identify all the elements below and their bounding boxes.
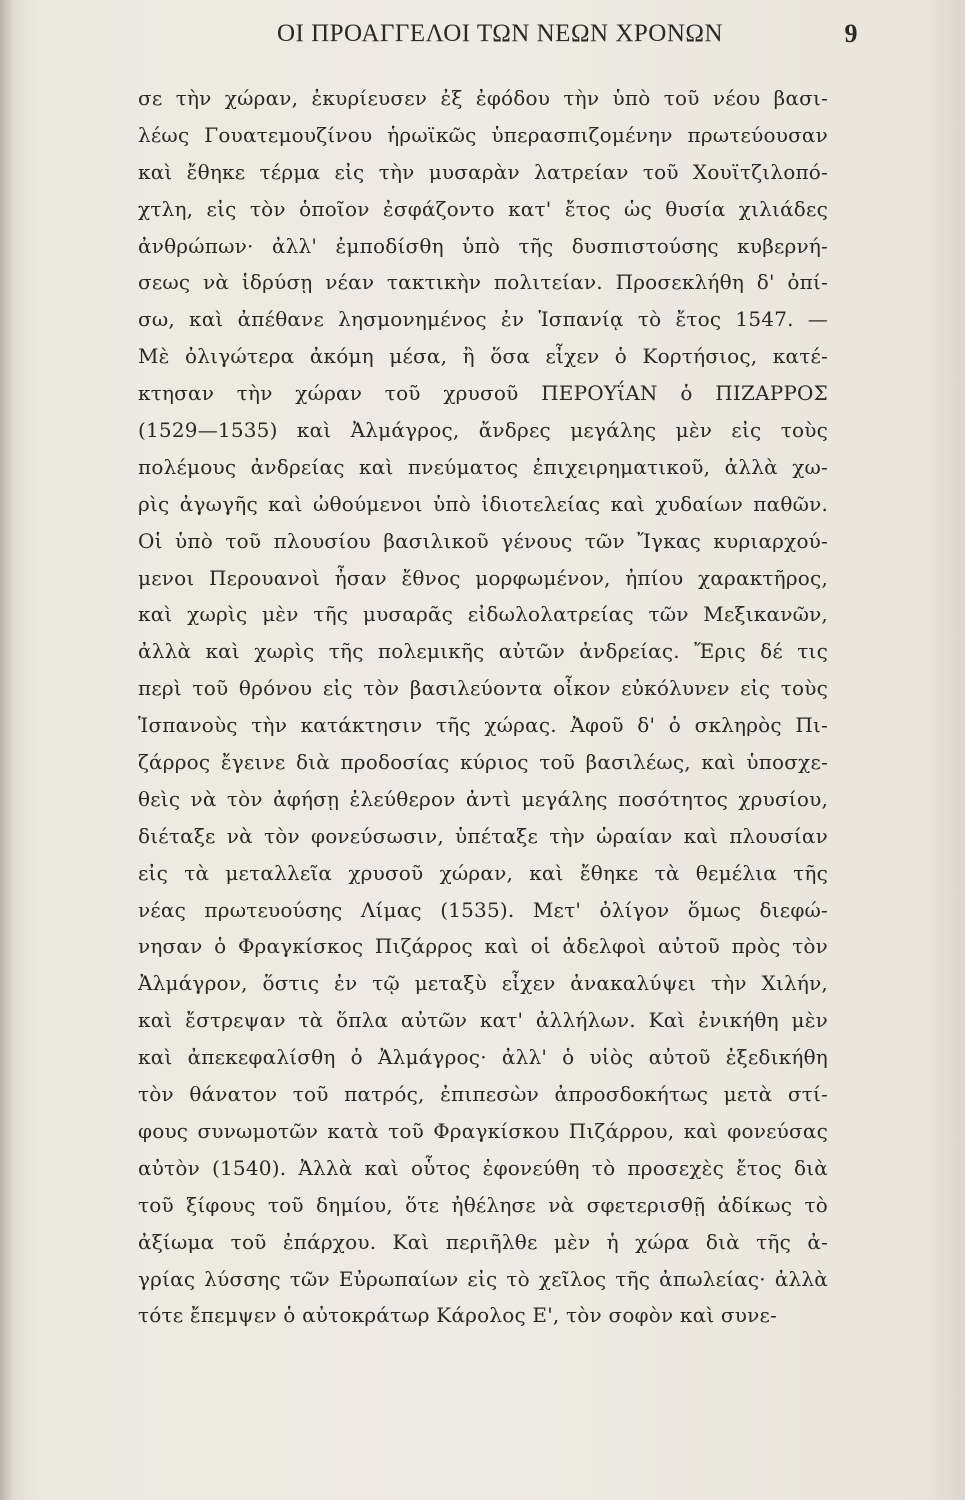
text-line: καὶ χωρὶς μὲν τῆς μυσαρᾶς εἰδωλολατρείας τῶν Μεξικανῶν, xyxy=(138,602,828,627)
text-line: καὶ ἔθηκε τέρμα εἰς τὴν μυσαρὰν λατρείαν τοῦ Χουϊτζιλοπό- xyxy=(138,159,828,184)
text-line: Οἱ ὑπὸ τοῦ πλουσίου βασιλικοῦ γένους τῶν Ἴγκας κυριαρχού- xyxy=(138,528,828,553)
text-line: Μὲ ὀλιγώτερα ἀκόμη μέσα, ἢ ὅσα εἶχεν ὁ Κορτήσιος, κατέ- xyxy=(138,344,828,369)
text-line: χτλη, εἰς τὸν ὁποῖον ἐσφάζοντο κατ' ἔτος ὡς θυσία χιλιάδες xyxy=(138,196,828,221)
text-line: ρὶς ἀγωγῆς καὶ ὠθούμενοι ὑπὸ ἰδιοτελείας καὶ χυδαίων παθῶν. xyxy=(138,491,828,516)
text-line: μενοι Περουανοὶ ἦσαν ἔθνος μορφωμένον, ἠπίου χαρακτῆρος, xyxy=(138,565,828,590)
text-line: πολέμους ἀνδρείας καὶ πνεύματος ἐπιχειρηματικοῦ, ἀλλὰ χω- xyxy=(138,454,828,479)
text-line: διέταξε νὰ τὸν φονεύσωσιν, ὑπέταξε τὴν ὡραίαν καὶ πλουσίαν xyxy=(138,823,828,848)
text-line: περὶ τοῦ θρόνου εἰς τὸν βασιλεύοντα οἶκον εὐκόλυνεν εἰς τοὺς xyxy=(138,676,828,701)
text-line: νησαν ὁ Φραγκίσκος Πιζάρρος καὶ οἱ ἀδελφοὶ αὐτοῦ πρὸς τὸν xyxy=(138,934,828,959)
text-line: τοῦ ξίφους τοῦ δημίου, ὅτε ἠθέλησε νὰ σφετερισθῇ ἀδίκως τὸ xyxy=(138,1192,828,1217)
text-line: σε τὴν χώραν, ἐκυρίευσεν ἐξ ἐφόδου τὴν ὑπὸ τοῦ νέου βασι- xyxy=(138,86,828,110)
text-line: ἀξίωμα τοῦ ἐπάρχου. Καὶ περιῆλθε μὲν ἡ χώρα διὰ τῆς ἀ- xyxy=(138,1229,828,1254)
text-line: ἀνθρώπων· ἀλλ' ἐμποδίσθη ὑπὸ τῆς δυσπιστούσης κυβερνή- xyxy=(138,233,828,258)
text-line: σεως νὰ ἱδρύσῃ νέαν τακτικὴν πολιτείαν. Προσεκλήθη δ' ὀπί- xyxy=(138,270,828,295)
text-line: εἰς τὰ μεταλλεῖα χρυσοῦ χώραν, καὶ ἔθηκε τὰ θεμέλια τῆς xyxy=(138,860,828,885)
text-line: γρίας λύσσης τῶν Εὐρωπαίων εἰς τὸ χεῖλος τῆς ἀπωλείας· ἀλλὰ xyxy=(138,1266,828,1291)
text-line: σω, καὶ ἀπέθανε λησμονημένος ἐν Ἱσπανίᾳ τὸ ἔτος 1547. — xyxy=(138,307,828,332)
page-gutter-shadow xyxy=(0,0,14,1500)
text-line: τὸν θάνατον τοῦ πατρός, ἐπιπεσὼν ἀπροσδοκήτως μετὰ στί- xyxy=(138,1082,828,1107)
running-title: ΟΙ ΠΡΟΑΓΓΕΛΟΙ ΤΩΝ ΝΕΩΝ ΧΡΟΝΩΝ xyxy=(276,20,724,47)
text-line: καὶ ἀπεκεφαλίσθη ὁ Ἀλμάγρος· ἀλλ' ὁ υἱὸς αὐτοῦ ἐξεδικήθη xyxy=(138,1045,828,1070)
text-line: λέως Γουατεμουζίνου ἡρωϊκῶς ὑπερασπιζομένην πρωτεύουσαν xyxy=(138,122,828,147)
body-text xyxy=(138,80,828,1334)
text-line: ζάρρος ἔγεινε διὰ προδοσίας κύριος τοῦ βασιλέως, καὶ ὑποσχε- xyxy=(138,750,828,775)
text-line: τότε ἔπεμψεν ὁ αὐτοκράτωρ Κάρολος Ε', τὸν σοφὸν καὶ συνε- xyxy=(138,1303,778,1328)
text-line: Ἀλμάγρον, ὅστις ἐν τῷ μεταξὺ εἶχεν ἀνακαλύψει τὴν Χιλήν, xyxy=(138,971,828,996)
text-line: Ἱσπανοὺς τὴν κατάκτησιν τῆς χώρας. Ἀφοῦ δ' ὁ σκληρὸς Πι- xyxy=(138,713,828,738)
page-number: 9 xyxy=(844,19,858,48)
text-line: θεὶς νὰ τὸν ἀφήσῃ ἐλεύθερον ἀντὶ μεγάλης ποσότητος χρυσίου, xyxy=(138,786,828,811)
text-line: καὶ ἔστρεψαν τὰ ὅπλα αὐτῶν κατ' ἀλλήλων. Καὶ ἐνικήθη μὲν xyxy=(138,1008,828,1033)
text-line: αὐτὸν (1540). Ἀλλὰ καὶ οὗτος ἐφονεύθη τὸ προσεχὲς ἔτος διὰ xyxy=(138,1155,828,1180)
text-line: ἀλλὰ καὶ χωρὶς τῆς πολεμικῆς αὐτῶν ἀνδρείας. Ἔρις δέ τις xyxy=(138,639,828,664)
text-line: νέας πρωτευούσης Λίμας (1535). Μετ' ὀλίγον ὅμως διεφώ- xyxy=(138,897,828,922)
text-line: (1529—1535) καὶ Ἀλμάγρος, ἄνδρες μεγάλης μὲν εἰς τοὺς xyxy=(138,418,828,443)
text-line: κτησαν τὴν χώραν τοῦ χρυσοῦ ΠΕΡΟΥΐΑΝ ὁ ΠΙΖΑΡΡΟΣ xyxy=(138,381,828,406)
text-line: φους συνωμοτῶν κατὰ τοῦ Φραγκίσκου Πιζάρρου, καὶ φονεύσας xyxy=(138,1118,828,1143)
